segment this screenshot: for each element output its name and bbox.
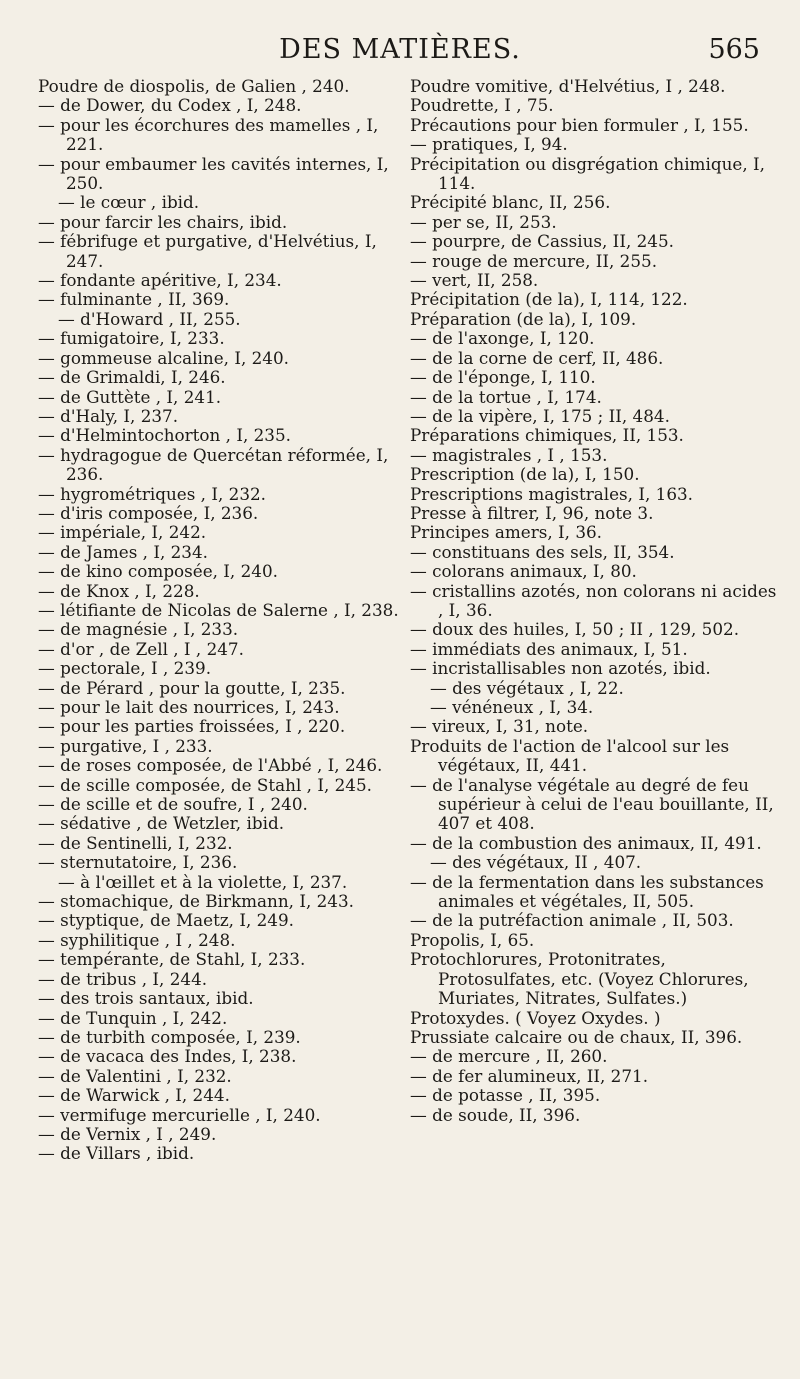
index-entry: — de la corne de cerf, II, 486. (410, 347, 664, 368)
index-entry: — immédiats des animaux, I, 51. (410, 638, 688, 659)
index-entry: — stomachique, de Birkmann, I, 243. (38, 891, 354, 912)
index-entry: — constituans des sels, II, 354. (410, 541, 675, 562)
index-entry: — de James , I, 234. (38, 541, 208, 562)
index-entry: — de Valentini , I, 232. (38, 1065, 232, 1086)
index-entry: — de la vipère, I, 175 ; II, 484. (410, 405, 670, 426)
index-entry: Prussiate calcaire ou de chaux, II, 396. (410, 1026, 743, 1047)
index-entry: — vermifuge mercurielle , I, 240. (38, 1104, 321, 1125)
index-entry: — pour les parties froissées, I , 220. (38, 716, 346, 737)
index-entry: — de fer alumineux, II, 271. (410, 1065, 649, 1086)
index-entry: Précipitation (de la), I, 114, 122. (410, 289, 688, 310)
index-entry: — vireux, I, 31, note. (410, 716, 589, 737)
index-entry: — des végétaux, II , 407. (430, 852, 642, 873)
index-entry: — fébrifuge et purgative, d'Helvétius, I, 247. (38, 231, 377, 271)
index-entry: Poudre vomitive, d'Helvétius, I , 248. (410, 76, 726, 96)
index-entry: — sternutatoire, I, 236. (38, 852, 238, 873)
index-entry: — de scille composée, de Stahl , I, 245. (38, 774, 372, 795)
index-entry: Prescriptions magistrales, I, 163. (410, 483, 694, 504)
index-entry: — de tribus , I, 244. (38, 968, 208, 989)
index-entry: Presse à filtrer, I, 96, note 3. (410, 502, 654, 523)
index-entry: — de Vernix , I , 249. (38, 1123, 217, 1144)
index-entry: — de mercure , II, 260. (410, 1046, 608, 1067)
index-entry: — de scille et de soufre, I , 240. (38, 794, 308, 815)
index-entry: — des trois santaux, ibid. (38, 988, 254, 1009)
index-entry: — colorans animaux, I, 80. (410, 561, 637, 582)
index-entry: — cristallins azotés, non colorans ni acides , I, 36. (410, 580, 777, 620)
index-entry: Prescription (de la), I, 150. (410, 464, 640, 485)
index-entry: — pourpre, de Cassius, II, 245. (410, 231, 674, 252)
index-entry: — à l'œillet et à la violette, I, 237. (58, 871, 348, 892)
index-entry: — de Guttète , I, 241. (38, 386, 222, 407)
running-title: DES MATIÈRES. (279, 34, 521, 65)
right-index-column (410, 77, 782, 1125)
index-entry: — d'or , de Zell , I , 247. (38, 638, 244, 659)
index-entry: — d'iris composée, I, 236. (38, 502, 259, 523)
left-index-column (38, 77, 410, 1164)
index-entry: — de Dower, du Codex , I, 248. (38, 95, 302, 116)
index-entry: — purgative, I , 233. (38, 735, 213, 756)
index-entry: — de Knox , I, 228. (38, 580, 200, 601)
index-entry: — de Tunquin , I, 242. (38, 1007, 228, 1028)
index-entry: — de la fermentation dans les substances animales et végétales, II, 505. (410, 871, 764, 912)
index-entry: — de turbith composée, I, 239. (38, 1026, 301, 1047)
index-entry: Préparation (de la), I, 109. (410, 308, 637, 329)
index-entry: — de potasse , II, 395. (410, 1085, 601, 1106)
index-entry: — magistrales , I , 153. (410, 444, 608, 465)
index-entry: — pour les écorchures des mamelles , I, 221. (38, 114, 379, 155)
index-entry: — de Villars , ibid. (38, 1143, 195, 1164)
index-entry: Poudre de diospolis, de Galien , 240. (38, 76, 350, 96)
index-entry: — vert, II, 258. (410, 270, 539, 291)
index-entry: — vénéneux , I, 34. (430, 697, 594, 717)
index-entry: — per se, II, 253. (410, 211, 557, 232)
index-entry: — d'Howard , II, 255. (58, 308, 241, 329)
index-entry: — pour farcir les chairs, ibid. (38, 211, 288, 232)
index-entry: — hygrométriques , I, 232. (38, 483, 267, 504)
index-entry: — des végétaux , I, 22. (430, 677, 624, 698)
index-entry: — gommeuse alcaline, I, 240. (38, 347, 289, 368)
index-entry: — syphilitique , I , 248. (38, 929, 236, 950)
index-entry: — le cœur , ibid. (58, 192, 200, 213)
index-entry: — de Grimaldi, I, 246. (38, 367, 226, 388)
index-entry: — pour embaumer les cavités internes, I, 250. (38, 153, 389, 194)
index-entry: — de roses composée, de l'Abbé , I, 246. (38, 755, 383, 776)
index-entry: — fondante apéritive, I, 234. (38, 270, 282, 291)
index-entry: — létifiante de Nicolas de Salerne , I, 238. (38, 599, 399, 620)
index-entry: — doux des huiles, I, 50 ; II , 129, 502. (410, 619, 740, 640)
index-entry: — de soude, II, 396. (410, 1104, 581, 1125)
page-header (0, 34, 800, 68)
index-entry: — de Warwick , I, 244. (38, 1085, 230, 1106)
index-entry: Poudrette, I , 75. (410, 95, 554, 116)
index-entry: — de l'éponge, I, 110. (410, 367, 596, 388)
index-entry: — d'Helmintochorton , I, 235. (38, 425, 291, 446)
index-entry: Produits de l'action de l'alcool sur les végétaux, II, 441. (410, 735, 730, 776)
index-entry: Propolis, I, 65. (410, 929, 535, 950)
index-entry: — hydragogue de Quercétan réformée, I, 236. (38, 444, 389, 485)
index-entry: — tempérante, de Stahl, I, 233. (38, 949, 306, 970)
index-entry: — de kino composée, I, 240. (38, 561, 278, 582)
index-entry: — de Sentinelli, I, 232. (38, 832, 233, 853)
page-number: 565 (708, 34, 760, 65)
index-entry: — pratiques, I, 94. (410, 134, 568, 155)
index-entry: — de magnésie , I, 233. (38, 619, 239, 640)
index-entry: Précautions pour bien formuler , I, 155. (410, 114, 749, 135)
index-entry: — de la putréfaction animale , II, 503. (410, 910, 734, 931)
index-entry: — fulminante , II, 369. (38, 289, 230, 310)
index-entry: Précipité blanc, II, 256. (410, 192, 611, 213)
index-entry: — incristallisables non azotés, ibid. (410, 658, 711, 679)
index-entry: — d'Haly, I, 237. (38, 405, 179, 426)
index-entry: Précipitation ou disgrégation chimique, I, 114. (410, 153, 765, 194)
index-entry: — de vacaca des Indes, I, 238. (38, 1046, 297, 1067)
index-entry: — fumigatoire, I, 233. (38, 328, 225, 349)
index-entry: — de Pérard , pour la goutte, I, 235. (38, 677, 346, 698)
index-entry: — de la combustion des animaux, II, 491. (410, 832, 762, 853)
index-entry: — de l'axonge, I, 120. (410, 328, 595, 349)
index-entry: — pour le lait des nourrices, I, 243. (38, 697, 340, 717)
index-entry: — sédative , de Wetzler, ibid. (38, 813, 285, 834)
index-entry: — pectorale, I , 239. (38, 658, 212, 679)
index-entry: Principes amers, I, 36. (410, 522, 603, 543)
index-entry: Préparations chimiques, II, 153. (410, 425, 684, 446)
index-entry: — de l'analyse végétale au degré de feu supérieur à celui de l'eau bouillante, II, 407 et 408. (410, 774, 774, 834)
index-entry: Protochlorures, Protonitrates, Protosulfates, etc. (Voyez Chlorures, Muriates, Nitrates, Sulfates.) (410, 949, 749, 1009)
index-entry: — rouge de mercure, II, 255. (410, 250, 658, 271)
index-entry: — de la tortue , I, 174. (410, 386, 602, 407)
index-entry: — styptique, de Maetz, I, 249. (38, 910, 294, 931)
index-entry: — impériale, I, 242. (38, 522, 207, 543)
index-entry: Protoxydes. ( Voyez Oxydes. ) (410, 1007, 661, 1028)
